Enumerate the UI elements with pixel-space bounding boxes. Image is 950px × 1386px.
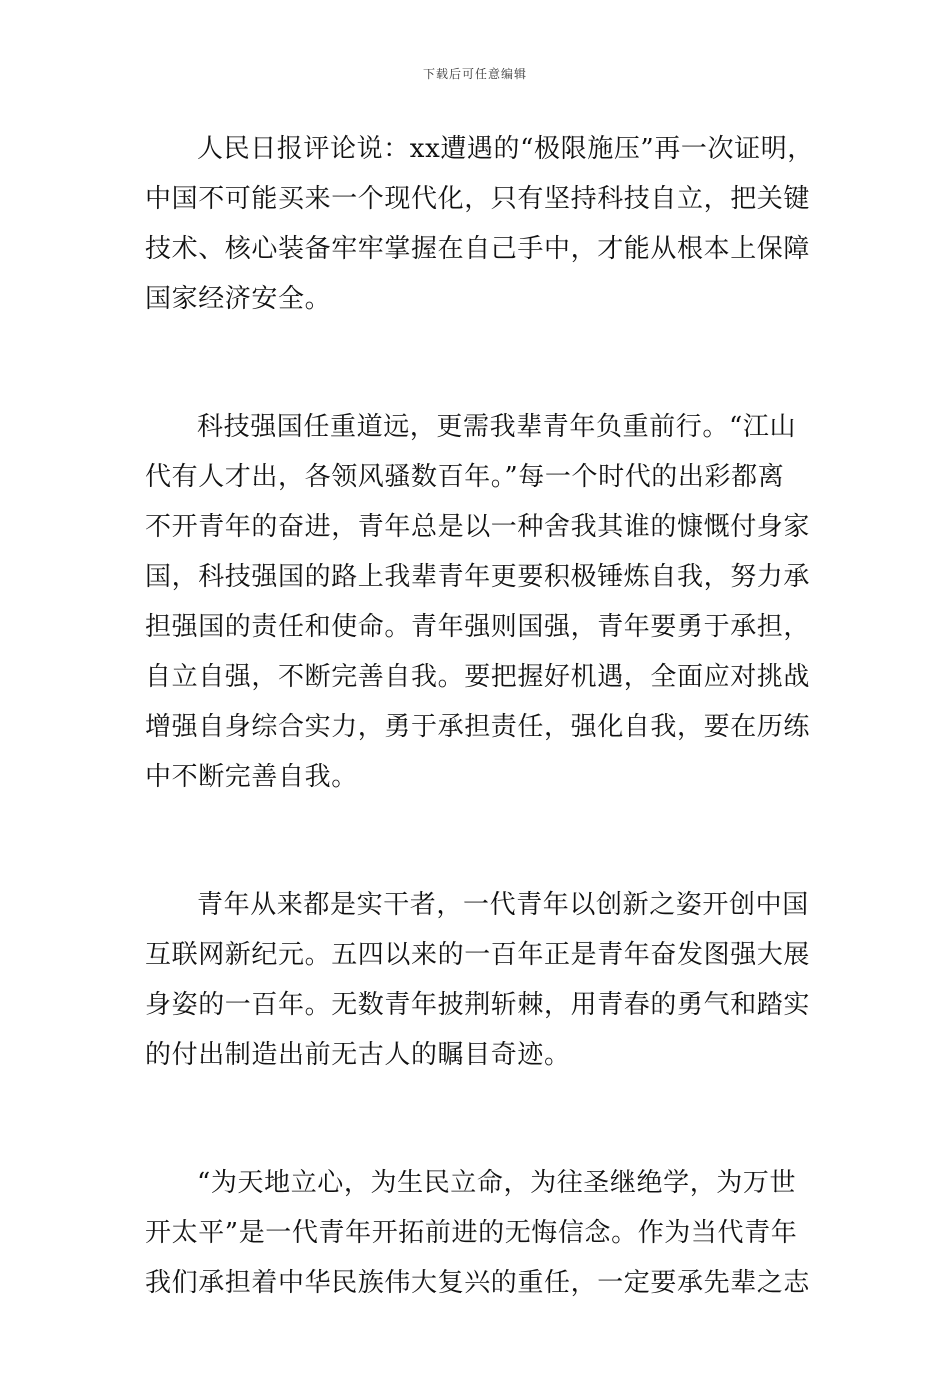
- page-header-note: 下载后可任意编辑: [422, 67, 527, 81]
- text-line: 科技强国任重道远，更需我辈青年负重前行。“江山: [197, 412, 797, 442]
- text-line: 我们承担着中华民族伟大复兴的重任，一定要承先辈之志: [145, 1268, 811, 1298]
- text-line: 开太平”是一代青年开拓前进的无悔信念。作为当代青年: [145, 1218, 798, 1248]
- text-line: 技术、核心装备牢牢掌握在自己手中，才能从根本上保障: [145, 234, 811, 264]
- paragraph-3: [145, 880, 810, 1080]
- text-line: 身姿的一百年。无数青年披荆斩棘，用青春的勇气和踏实: [145, 990, 811, 1020]
- text-line: 担强国的责任和使命。青年强则国强，青年要勇于承担，: [145, 612, 811, 642]
- text-line: 中国不可能买来一个现代化，只有坚持科技自立，把关键: [145, 184, 811, 214]
- paragraph-1: [145, 124, 814, 324]
- text-line: 中不断完善自我。: [145, 762, 358, 792]
- text-line: 不开青年的奋进，青年总是以一种舍我其谁的慷慨付身家: [145, 512, 811, 542]
- text-line: 代有人才出，各领风骚数百年。”每一个时代的出彩都离: [145, 462, 785, 492]
- paragraph-2: [145, 402, 810, 802]
- text-line: “为天地立心，为生民立命，为往圣继绝学，为万世: [197, 1168, 797, 1198]
- text-line: 的付出制造出前无古人的瞩目奇迹。: [145, 1040, 571, 1070]
- text-line: 国家经济安全。: [145, 284, 332, 314]
- text-line: 互联网新纪元。五四以来的一百年正是青年奋发图强大展: [145, 940, 811, 970]
- text-line: 国，科技强国的路上我辈青年更要积极锤炼自我，努力承: [145, 562, 811, 592]
- paragraph-4: [145, 1158, 810, 1308]
- text-line: 自立自强，不断完善自我。要把握好机遇，全面应对挑战: [145, 662, 811, 692]
- text-line: 增强自身综合实力，勇于承担责任，强化自我，要在历练: [145, 712, 811, 742]
- document-body: [145, 124, 814, 1386]
- text-line: 人民日报评论说：xx遭遇的“极限施压”再一次证明，: [197, 134, 814, 164]
- text-line: 青年从来都是实干者，一代青年以创新之姿开创中国: [197, 890, 809, 920]
